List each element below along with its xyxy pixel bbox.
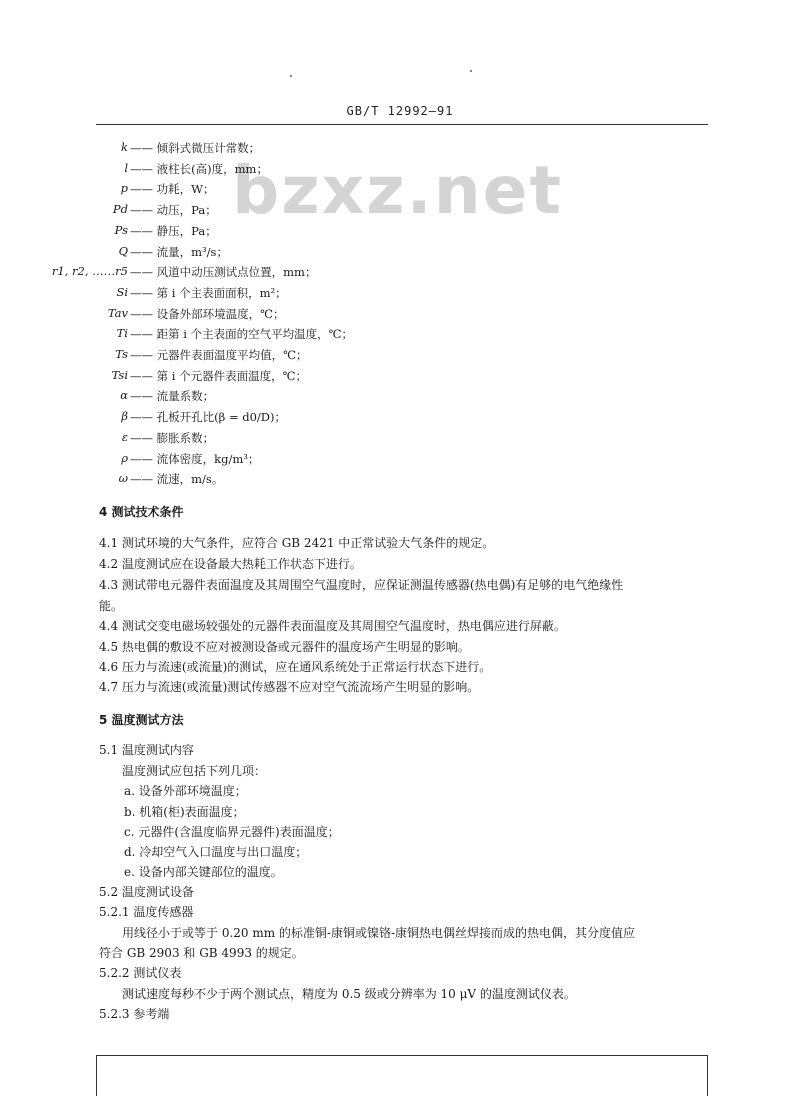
clause-5-1-item-d: d. 冷却空气入口温度与出口温度；	[124, 845, 308, 859]
clause-5-2-1-text-1: 用线径小于或等于 0.20 mm 的标准铜-康铜或镍铬-康铜热电偶丝焊接而成的热电偶，其分度值应	[122, 926, 636, 940]
symbol-name: Pd	[112, 202, 128, 217]
clause-4-1: 4.1 测试环境的大气条件，应符合 GB 2421 中正常试验大气条件的规定。	[99, 536, 495, 550]
symbol-name: k	[121, 140, 128, 154]
symbol-name: α	[120, 388, 128, 403]
clause-5-2-title: 5.2 温度测试设备	[99, 885, 194, 899]
scan-speck	[290, 75, 292, 77]
clause-5-1-title: 5.1 温度测试内容	[99, 743, 194, 757]
clause-5-1-item-e: e. 设备内部关键部位的温度。	[124, 865, 283, 879]
bottom-frame	[96, 1055, 708, 1096]
symbol-row	[0, 430, 800, 450]
clause-4-3: 4.3 测试带电元器件表面温度及其周围空气温度时，应保证测温传感器(热电偶)有足够的电气绝缘性	[99, 578, 624, 592]
symbol-name: β	[121, 409, 128, 424]
section-5-title: 5 温度测试方法	[99, 713, 184, 727]
scan-speck	[470, 70, 472, 72]
clause-5-2-1-text-2: 符合 GB 2903 和 GB 4993 的规定。	[99, 946, 304, 960]
clause-4-7: 4.7 压力与流速(或流量)测试传感器不应对空气流流场产生明显的影响。	[99, 680, 480, 694]
symbol-name: p	[120, 181, 128, 196]
symbol-description: —— 孔板开孔比(β = d0/D)；	[130, 410, 286, 425]
symbol-row	[0, 202, 800, 222]
clause-4-6: 4.6 压力与流速(或流量)的测试，应在通风系统处于正常运行状态下进行。	[99, 660, 492, 674]
clause-5-1-item-b: b. 机箱(柜)表面温度；	[124, 805, 245, 819]
header-rule	[96, 124, 708, 125]
symbol-row	[0, 388, 800, 408]
symbol-row	[0, 140, 800, 160]
symbol-row	[0, 471, 800, 491]
symbol-description: —— 静压，Pa；	[130, 223, 217, 238]
symbol-row	[0, 347, 800, 367]
symbol-name: Si	[116, 284, 128, 299]
clause-4-3-cont: 能。	[99, 599, 124, 613]
symbol-row	[0, 326, 800, 346]
symbol-description: —— 设备外部环境温度，℃；	[130, 306, 285, 321]
symbol-name: ρ	[121, 450, 128, 465]
clause-4-5: 4.5 热电偶的敷设不应对被测设备或元器件的温度场产生明显的影响。	[99, 640, 470, 654]
symbol-name: ω	[118, 471, 128, 486]
symbol-row	[0, 161, 800, 181]
symbol-row	[0, 409, 800, 429]
symbol-description: —— 元器件表面温度平均值，℃；	[130, 348, 308, 362]
clause-5-1-item-a: a. 设备外部环境温度；	[124, 784, 247, 798]
symbol-name: Ts	[115, 347, 128, 361]
symbol-row	[0, 368, 800, 388]
symbol-description: —— 流量，m³/s；	[130, 244, 228, 259]
symbol-name: Tav	[107, 305, 128, 320]
clause-5-2-2-title: 5.2.2 测试仪表	[99, 966, 182, 980]
symbol-name: Ps	[114, 222, 128, 237]
clause-5-2-2-text: 测试速度每秒不少于两个测试点，精度为 0.5 级或分辨率为 10 μV 的温度测试仪表。	[122, 987, 576, 1001]
standard-code-header: GB/T 12992—91	[346, 104, 454, 118]
symbol-row	[0, 306, 800, 326]
clause-5-1-intro: 温度测试应包括下列几项：	[122, 764, 267, 778]
symbol-description: —— 动压，Pa；	[130, 203, 217, 218]
symbol-row	[0, 223, 800, 243]
symbol-name: Tsi	[111, 367, 128, 382]
symbol-description: —— 流体密度，kg/m³；	[130, 451, 260, 466]
watermark: bzxz.net	[232, 152, 564, 229]
symbol-description: —— 流速，m/s。	[130, 472, 224, 487]
symbol-row	[0, 451, 800, 471]
clause-5-2-1-title: 5.2.1 温度传感器	[99, 905, 194, 919]
clause-4-4: 4.4 测试交变电磁场较强处的元器件表面温度及其周围空气温度时，热电偶应进行屏蔽。	[99, 619, 566, 633]
symbol-row	[0, 285, 800, 305]
symbol-description: —— 风道中动压测试点位置，mm；	[130, 265, 317, 280]
symbol-description: —— 膨胀系数；	[130, 430, 215, 445]
clause-5-1-item-c: c. 元器件(含温度临界元器件)表面温度；	[124, 825, 340, 839]
symbol-row	[0, 244, 800, 264]
symbol-row	[0, 264, 800, 284]
symbol-name: r1, r2, ……r5	[51, 264, 128, 279]
symbol-description: —— 功耗，W；	[130, 182, 215, 197]
symbol-description: —— 第 i 个主表面面积，m²；	[130, 285, 287, 300]
symbol-description: —— 液柱长(高)度，mm；	[130, 161, 268, 176]
symbol-description: —— 倾斜式微压计常数；	[130, 141, 261, 155]
symbol-name: l	[124, 160, 128, 175]
section-4-title: 4 测试技术条件	[99, 505, 184, 519]
symbol-row	[0, 181, 800, 201]
symbol-description: —— 距第 i 个主表面的空气平均温度，℃；	[130, 327, 354, 342]
clause-5-2-3-title: 5.2.3 参考端	[99, 1007, 170, 1021]
clause-4-2: 4.2 温度测试应在设备最大热耗工作状态下进行。	[99, 557, 362, 571]
symbol-description: —— 流量系数；	[130, 389, 215, 404]
symbol-name: ε	[121, 429, 128, 444]
symbol-name: Ti	[116, 326, 128, 341]
symbol-description: —— 第 i 个元器件表面温度，℃；	[130, 368, 308, 383]
symbol-name: Q	[118, 243, 128, 258]
